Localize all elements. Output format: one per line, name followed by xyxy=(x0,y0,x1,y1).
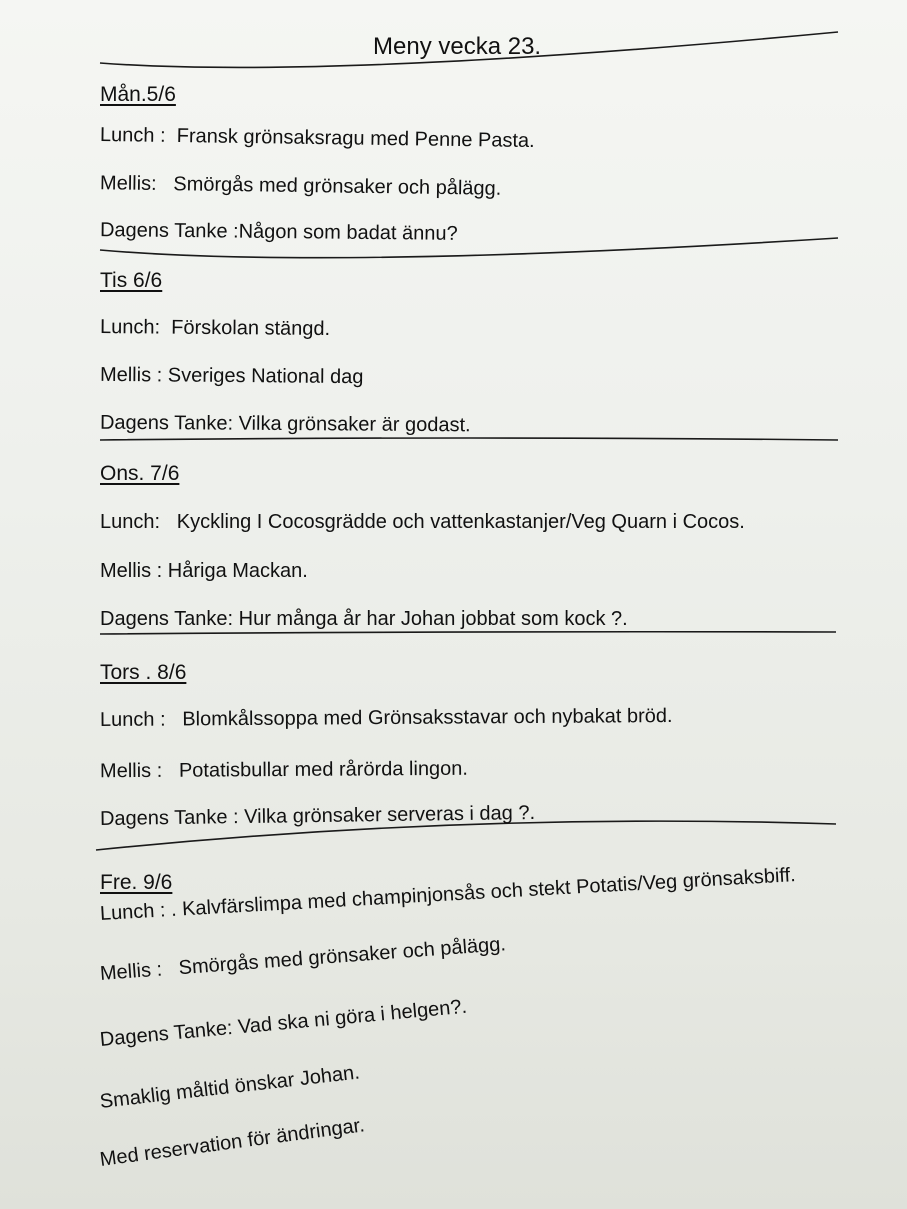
day-heading: Tors . 8/6 xyxy=(100,661,187,684)
mellis-text: Potatisbullar med rårörda lingon. xyxy=(178,757,469,782)
mellis-text: Sveriges National dag xyxy=(167,364,364,389)
tanke-label: Dagens Tanke : xyxy=(99,806,239,831)
mellis-label: Mellis : xyxy=(100,560,163,582)
lunch-text: Fransk grönsaksragu med Penne Pasta. xyxy=(176,125,535,153)
mellis-text: Håriga Mackan. xyxy=(167,560,308,582)
lunch-line xyxy=(100,317,330,339)
page-title: Meny vecka 23. xyxy=(373,33,542,60)
lunch-line xyxy=(100,706,673,730)
lunch-text: Blomkålssoppa med Grönsaksstavar och nybakat bröd. xyxy=(182,705,673,731)
reservation-note: Med reservation för ändringar. xyxy=(98,1114,366,1171)
mellis-line xyxy=(100,365,364,387)
day-heading: Ons. 7/6 xyxy=(100,462,180,485)
divider-line xyxy=(100,438,838,440)
tanke-label: Dagens Tanke : xyxy=(99,219,239,243)
tanke-label: Dagens Tanke: xyxy=(100,608,234,630)
tanke-text: Vilka grönsaker är godast. xyxy=(238,412,471,437)
divider-line xyxy=(100,632,836,634)
lunch-label: Lunch : xyxy=(99,708,166,731)
mellis-text: Smörgås med grönsaker och pålägg. xyxy=(177,933,507,980)
tanke-line xyxy=(100,609,628,629)
lunch-label: Lunch : xyxy=(99,123,166,147)
tanke-text: Vilka grönsaker serveras i dag ?. xyxy=(244,801,536,829)
tanke-text: Hur många år har Johan jobbat som kock ?. xyxy=(238,608,628,630)
closing-greeting: Smaklig måltid önskar Johan. xyxy=(98,1061,361,1113)
lunch-label: Lunch: xyxy=(100,511,161,533)
mellis-label: Mellis : xyxy=(99,759,163,783)
day-heading: Mån.5/6 xyxy=(100,83,176,106)
lunch-label: Lunch : . xyxy=(99,898,178,925)
mellis-label: Mellis : xyxy=(99,363,163,387)
tanke-text: Vad ska ni göra i helgen?. xyxy=(237,995,468,1039)
mellis-line xyxy=(100,561,308,581)
tanke-line xyxy=(100,413,471,436)
mellis-label: Mellis: xyxy=(99,172,157,195)
mellis-line xyxy=(100,759,468,782)
tanke-line xyxy=(100,220,458,244)
tanke-text: Någon som badat ännu? xyxy=(238,220,458,245)
lunch-text: Förskolan stängd. xyxy=(171,316,331,341)
lunch-line xyxy=(100,512,745,532)
day-heading: Fre. 9/6 xyxy=(100,871,173,894)
lunch-label: Lunch: xyxy=(99,315,161,339)
tanke-label: Dagens Tanke: xyxy=(99,411,234,435)
lunch-text: Kyckling I Cocosgrädde och vattenkastanjer/Veg Quarn i Cocos. xyxy=(176,511,745,533)
mellis-label: Mellis : xyxy=(99,958,163,985)
lunch-text: Kalvfärslimpa med champinjonsås och stekt Potatis/Veg grönsaksbiff. xyxy=(181,864,797,921)
mellis-line xyxy=(100,173,502,199)
mellis-text: Smörgås med grönsaker och pålägg. xyxy=(173,173,502,200)
day-heading: Tis 6/6 xyxy=(100,269,163,292)
tanke-label: Dagens Tanke: xyxy=(99,1016,234,1051)
